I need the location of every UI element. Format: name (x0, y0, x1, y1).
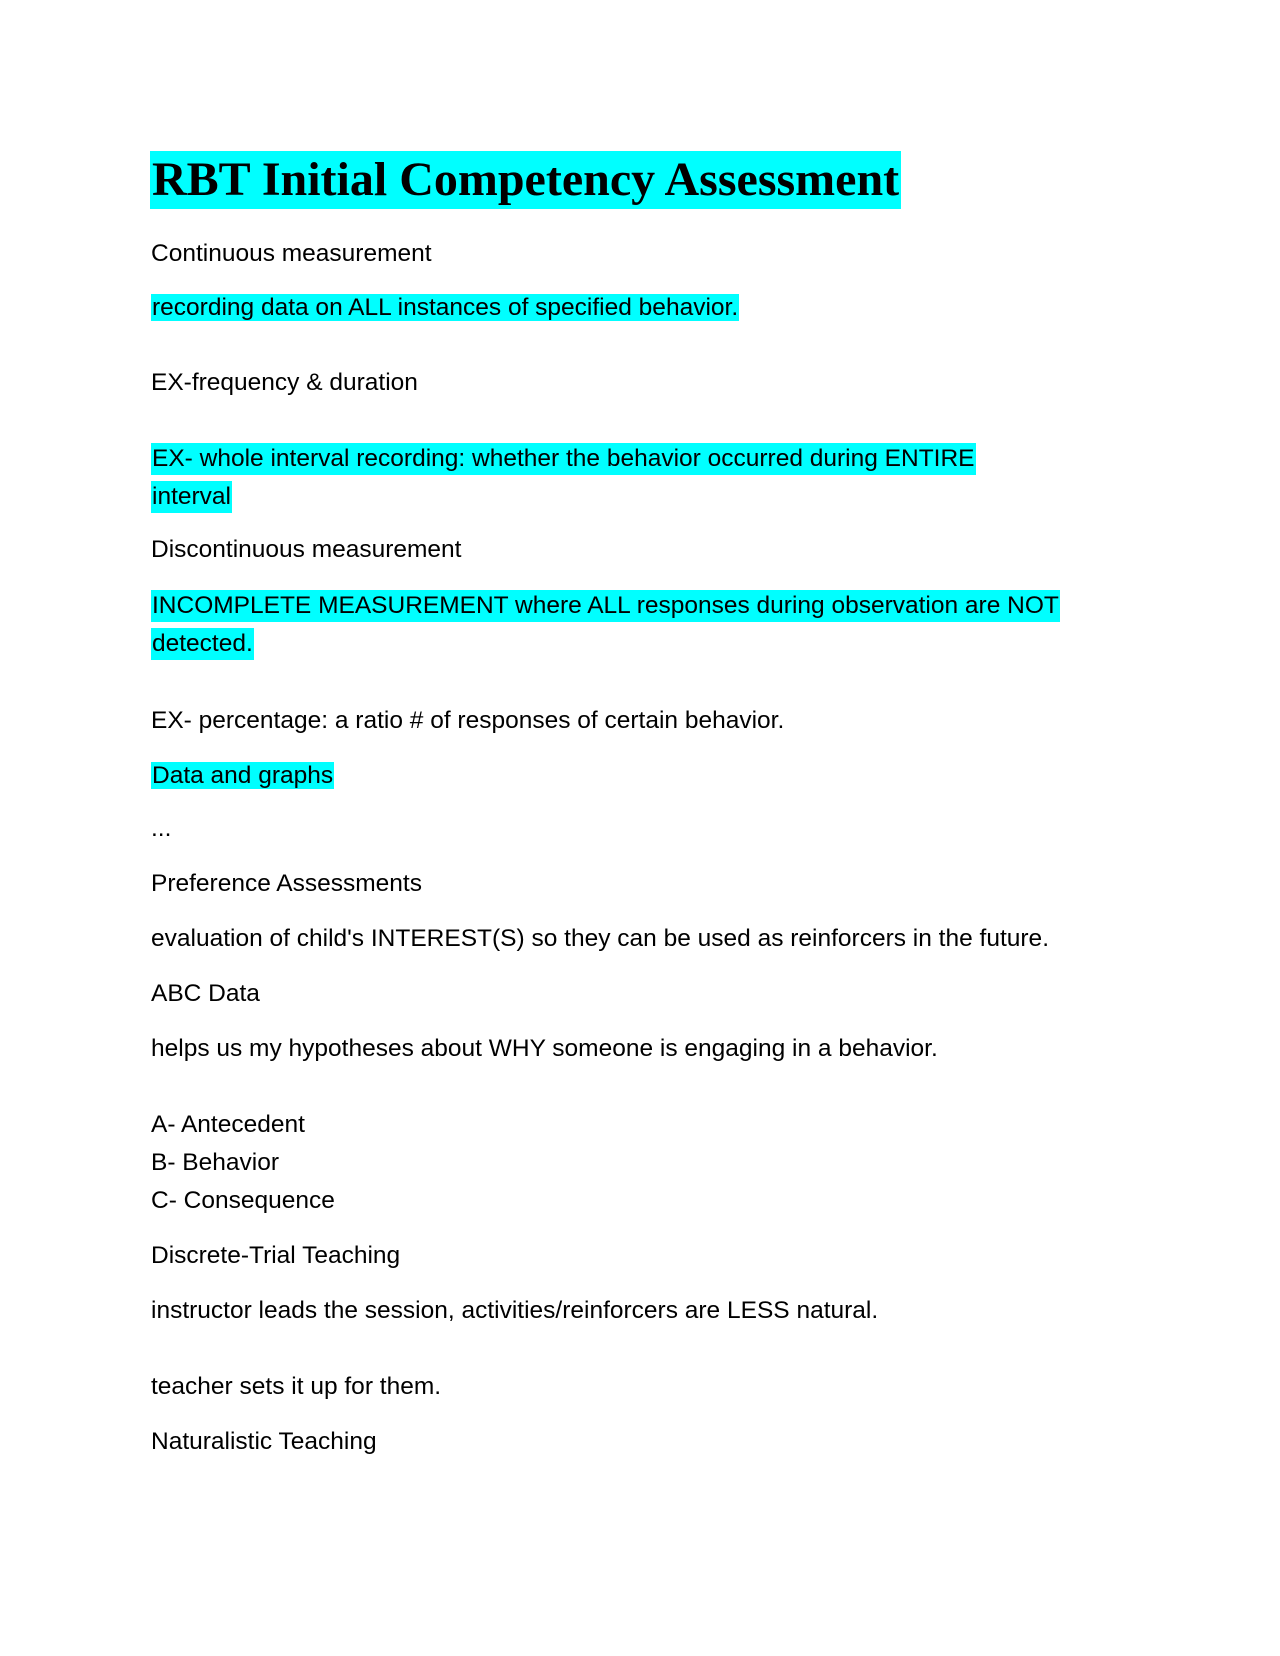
definition-continuous-measurement (151, 290, 739, 326)
abc-consequence: C- Consequence (151, 1187, 335, 1214)
highlighted-text: recording data on ALL instances of specified behavior. (152, 294, 739, 321)
term-data-and-graphs (151, 758, 334, 794)
note-teacher-sets-up: teacher sets it up for them. (151, 1373, 442, 1400)
highlighted-text: Data and graphs (152, 762, 334, 789)
highlighted-text: EX- whole interval recording: whether the behavior occurred during ENTIRE (151, 443, 976, 475)
abc-antecedent: A- Antecedent (151, 1111, 305, 1138)
definition-discrete-trial-teaching: instructor leads the session, activities/reinforcers are LESS natural. (151, 1297, 879, 1324)
ellipsis: ... (151, 815, 172, 842)
term-discontinuous-measurement: Discontinuous measurement (151, 536, 462, 563)
example-whole-interval (151, 440, 976, 516)
abc-behavior: B- Behavior (151, 1149, 280, 1176)
definition-preference-assessments: evaluation of child's INTEREST(S) so they can be used as reinforcers in the future. (151, 925, 1049, 952)
highlighted-text: interval (151, 481, 232, 513)
term-abc-data: ABC Data (151, 980, 260, 1007)
term-continuous-measurement: Continuous measurement (151, 240, 432, 267)
example-frequency-duration: EX-frequency & duration (151, 369, 418, 396)
example-percentage: EX- percentage: a ratio # of responses of certain behavior. (151, 707, 785, 734)
term-preference-assessments: Preference Assessments (151, 870, 422, 897)
term-discrete-trial-teaching: Discrete-Trial Teaching (151, 1242, 401, 1269)
definition-abc-data: helps us my hypotheses about WHY someone is engaging in a behavior. (151, 1035, 938, 1062)
document-title: RBT Initial Competency Assessment (150, 151, 901, 209)
highlighted-text: detected. (151, 628, 254, 660)
definition-discontinuous-measurement (151, 587, 1060, 663)
highlighted-text: INCOMPLETE MEASUREMENT where ALL responses during observation are NOT (151, 590, 1060, 622)
term-naturalistic-teaching: Naturalistic Teaching (151, 1428, 377, 1455)
